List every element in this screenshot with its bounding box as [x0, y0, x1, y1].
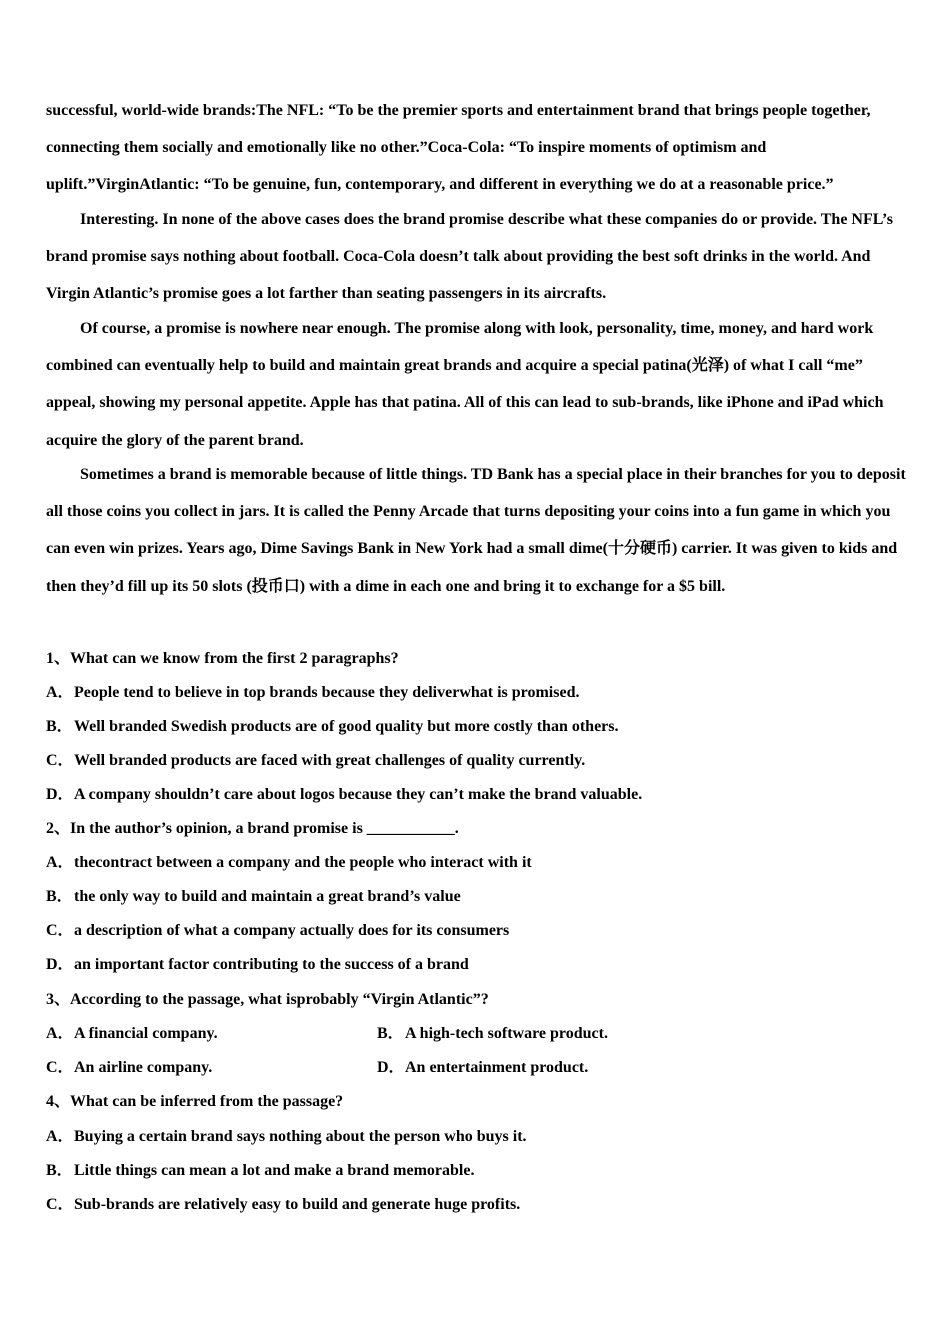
option-text: People tend to believe in top brands because they deliverwhat is promised. — [74, 684, 580, 701]
option-text: An entertainment product. — [405, 1059, 589, 1076]
option-label: A． — [46, 1025, 74, 1042]
passage-paragraph-3: Of course, a promise is nowhere near enough. The promise along with look, personality, time, money, and hard work combined can eventually help to build and maintain great brands and acquire a special patina(光泽) of what I call “me” appeal, showing my personal appetite. Apple has that patina. All of this can lead to sub-brands, like iPhone and iPad which acquire the glory of the parent brand. — [46, 320, 884, 449]
option-text: a description of what a company actually does for its consumers — [74, 922, 510, 939]
question-1-stem: 1、What can we know from the first 2 paragraphs? — [46, 650, 399, 667]
question-4-option-b[interactable] — [46, 1160, 474, 1182]
question-3-stem: 3、According to the passage, what isprobably “Virgin Atlantic”? — [46, 991, 489, 1008]
question-1-option-d[interactable] — [46, 784, 642, 806]
option-text: An airline company. — [74, 1059, 213, 1076]
option-label: A． — [46, 854, 74, 871]
option-label: C． — [46, 1059, 74, 1076]
option-label: B． — [46, 718, 73, 735]
option-text: A company shouldn’t care about logos because they can’t make the brand valuable. — [74, 786, 643, 803]
option-label: B． — [46, 888, 73, 905]
passage-paragraph-2: Interesting. In none of the above cases does the brand promise describe what these companies do or provide. The NFL’s brand promise says nothing about football. Coca-Cola doesn’t talk about providing the best soft drinks in the world. And Virgin Atlantic’s promise goes a lot farther than seating passengers in its aircrafts. — [46, 211, 893, 303]
question-1-option-b[interactable] — [46, 716, 619, 738]
option-label: C． — [46, 752, 74, 769]
option-text: Sub-brands are relatively easy to build and generate huge profits. — [74, 1196, 521, 1213]
question-3-option-d[interactable] — [377, 1057, 588, 1079]
question-2-option-d[interactable] — [46, 954, 469, 976]
passage-paragraph-1: successful, world-wide brands:The NFL: “To be the premier sports and entertainment brand that brings people together, connecting them socially and emotionally like no other.”Coca-Cola: “To inspire moments of optimism and uplift.”VirginAtlantic: “To be genuine, fun, contemporary, and different in everything we do at a reasonable price.” — [46, 102, 871, 194]
question-2-option-a[interactable] — [46, 852, 532, 874]
option-label: B． — [377, 1025, 404, 1042]
passage-paragraph-4: Sometimes a brand is memorable because of little things. TD Bank has a special place in their branches for you to deposit all those coins you collect in jars. It is called the Penny Arcade that turns depositing your coins into a fun game in which you can even win prizes. Years ago, Dime Savings Bank in New York had a small dime(十分硬币) carrier. It was given to kids and then they’d fill up its 50 slots (投币口) with a dime in each one and bring it to exchange for a $5 bill. — [46, 466, 906, 595]
option-text: Well branded Swedish products are of good quality but more costly than others. — [74, 718, 619, 735]
question-1-option-a[interactable] — [46, 682, 579, 704]
question-4-stem: 4、What can be inferred from the passage? — [46, 1093, 344, 1110]
question-3-option-b[interactable] — [377, 1023, 608, 1045]
option-text: Buying a certain brand says nothing about the person who buys it. — [74, 1128, 527, 1145]
question-3-option-c[interactable] — [46, 1057, 212, 1079]
option-text: A high-tech software product. — [405, 1025, 608, 1042]
question-1-option-c[interactable] — [46, 750, 585, 772]
option-text: an important factor contributing to the success of a brand — [74, 956, 469, 973]
option-label: C． — [46, 1196, 74, 1213]
question-2-option-b[interactable] — [46, 886, 461, 908]
option-text: thecontract between a company and the people who interact with it — [74, 854, 532, 871]
question-4-option-a[interactable] — [46, 1126, 527, 1148]
question-2-option-c[interactable] — [46, 920, 509, 942]
option-text: Well branded products are faced with great challenges of quality currently. — [74, 752, 586, 769]
question-4-option-c[interactable] — [46, 1194, 520, 1216]
option-label: D． — [377, 1059, 405, 1076]
option-text: Little things can mean a lot and make a brand memorable. — [74, 1162, 475, 1179]
question-2-stem: 2、In the author’s opinion, a brand promise is ___________. — [46, 820, 459, 837]
question-3-option-a[interactable] — [46, 1023, 218, 1045]
option-label: D． — [46, 956, 74, 973]
option-label: D． — [46, 786, 74, 803]
option-label: A． — [46, 684, 74, 701]
option-text: the only way to build and maintain a great brand’s value — [74, 888, 461, 905]
option-text: A financial company. — [74, 1025, 218, 1042]
option-label: C． — [46, 922, 74, 939]
option-label: B． — [46, 1162, 73, 1179]
option-label: A． — [46, 1128, 74, 1145]
